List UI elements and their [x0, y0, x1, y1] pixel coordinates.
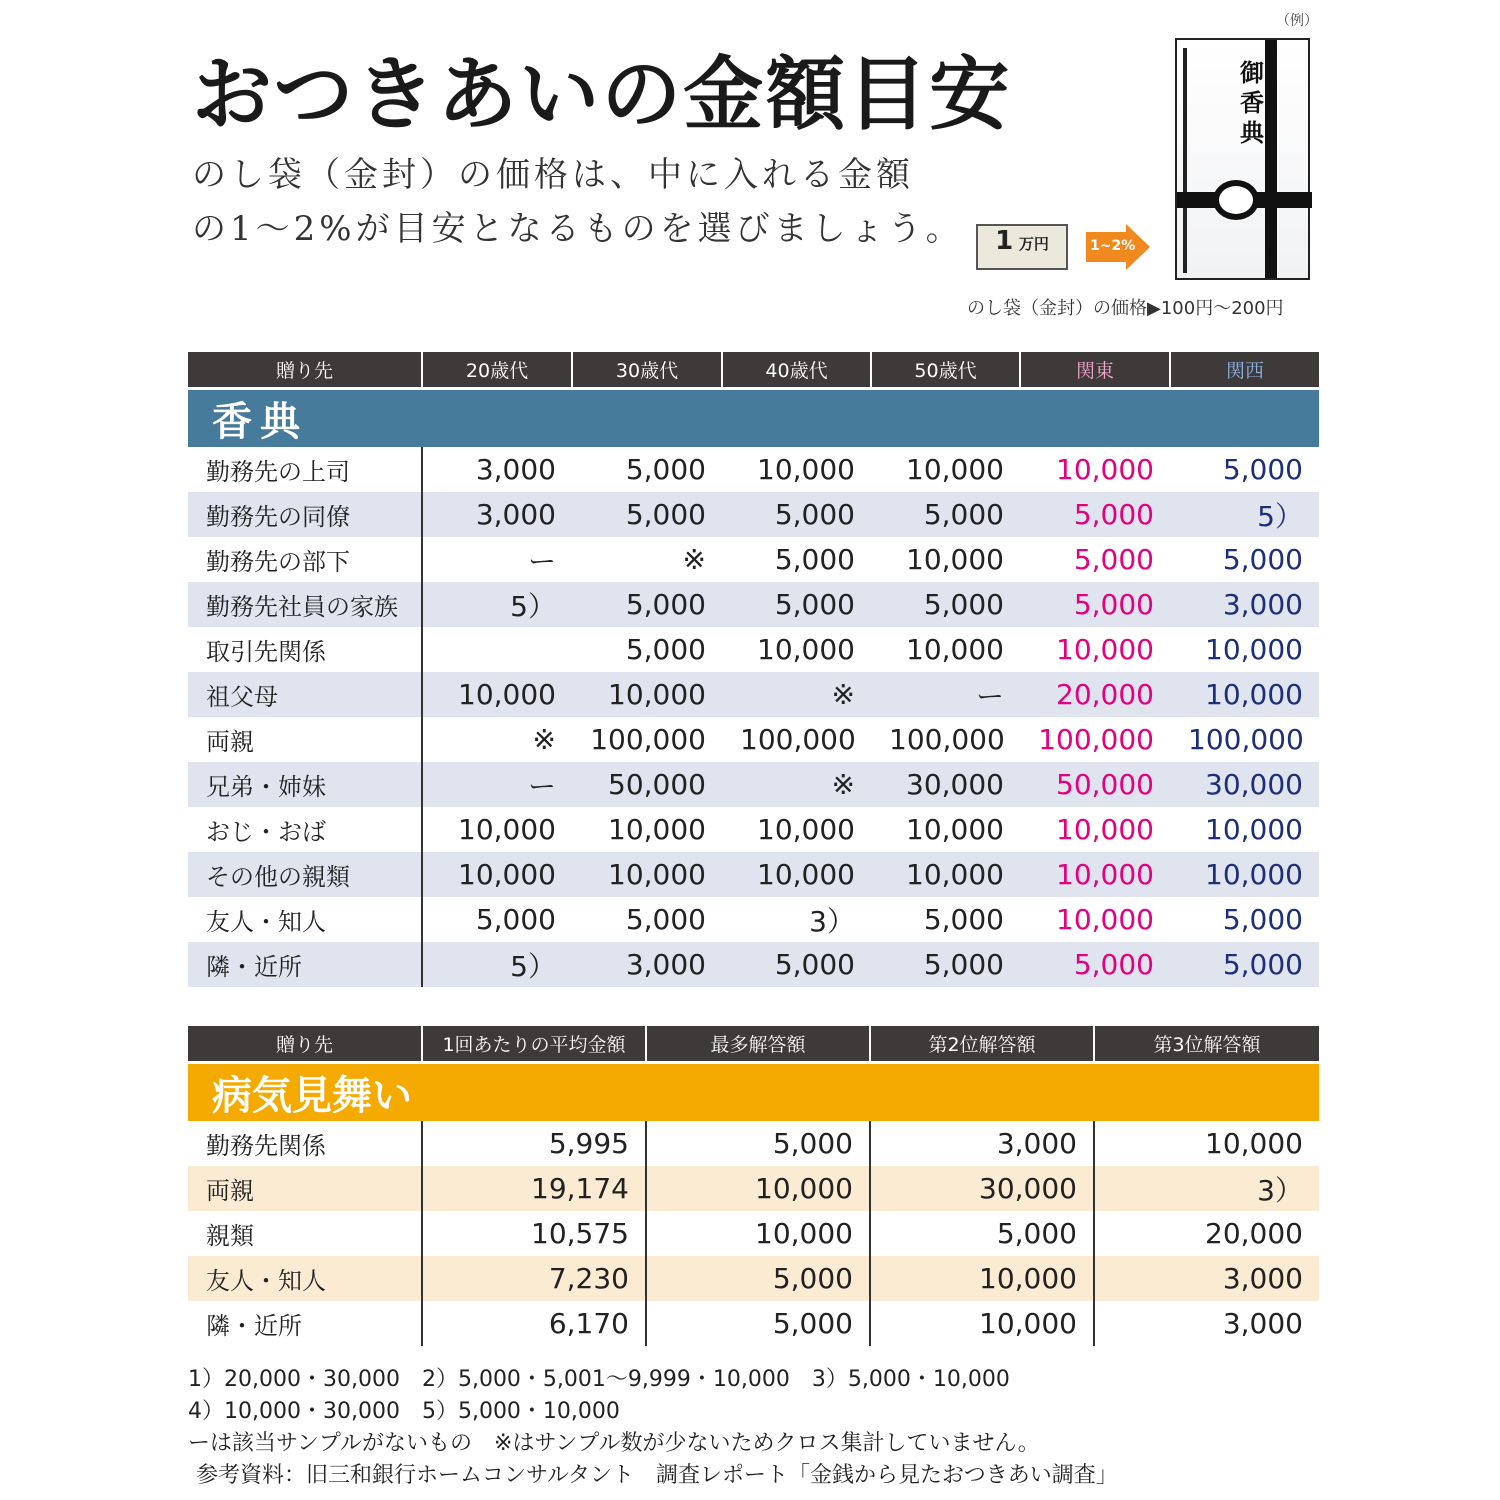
header-third: 第3位解答額 [1094, 1026, 1319, 1063]
table-row [188, 942, 1319, 987]
table-cell [422, 627, 572, 672]
table-cell: 10,000 [1020, 852, 1170, 897]
table-cell: 19,174 [422, 1166, 646, 1211]
row-label: おじ・おば [188, 807, 422, 852]
header-30s: 30歳代 [572, 352, 722, 389]
table-cell: 5,000 [871, 942, 1020, 987]
mimai-section-title: 病気見舞い [188, 1063, 1319, 1122]
table-cell: 50,000 [572, 762, 722, 807]
table-cell: 5,000 [572, 492, 722, 537]
page-title: おつきあいの金額目安 [192, 47, 1012, 141]
table-cell: 5） [422, 942, 572, 987]
envelope-knot [1213, 180, 1259, 220]
table-cell: 10,000 [1170, 852, 1319, 897]
table-cell: 3,000 [870, 1121, 1094, 1166]
table-cell: 5,000 [923, 903, 1004, 936]
table-row [188, 582, 1319, 627]
example-label: （例） [1276, 13, 1318, 29]
table-cell: 3,000 [1170, 582, 1319, 627]
table-cell: 5,000 [646, 1301, 870, 1346]
footnotes [188, 1364, 1118, 1492]
footnote-1: 1）20,000・30,000 2）5,000・5,001〜9,999・10,000 3）5,000・10,000 [188, 1367, 1010, 1392]
footnote-3: ーは該当サンプルがないもの ※はサンプル数が少ないためクロス集計していません。 [188, 1431, 1040, 1456]
table-cell: 3） [1094, 1166, 1319, 1211]
money-amount-number: 1 [995, 226, 1014, 256]
table-row [188, 672, 1319, 717]
header-recipient: 贈り先 [188, 352, 422, 389]
table-row [188, 447, 1319, 492]
envelope-price-note: のし袋（金封）の価格▶100円〜200円 [967, 298, 1284, 319]
table-row [188, 1256, 1319, 1301]
header-average: 1回あたりの平均金額 [422, 1026, 646, 1063]
table-cell: 5,000 [1222, 543, 1303, 576]
row-label: 友人・知人 [188, 1256, 422, 1301]
table-cell: 5,000 [646, 1121, 870, 1166]
table-cell: 10,000 [458, 813, 556, 846]
mimai-section-row [188, 1063, 1319, 1122]
mimai-header-row [188, 1026, 1319, 1063]
table-cell: 3） [809, 904, 855, 938]
table-cell: 100,000 [1188, 723, 1304, 756]
table-row [188, 1211, 1319, 1256]
table-cell: 30,000 [870, 1166, 1094, 1211]
table-cell: 5,000 [1020, 492, 1170, 537]
table-cell: 5,000 [625, 633, 706, 666]
table-cell: 10,000 [757, 813, 855, 846]
table-cell: 10,000 [1205, 633, 1303, 666]
koden-section-row [188, 389, 1319, 448]
noshi-envelope-illustration [1175, 38, 1310, 280]
table-row [188, 807, 1319, 852]
row-label: 友人・知人 [188, 897, 422, 942]
table-row [188, 852, 1319, 897]
row-label: 勤務先の同僚 [188, 492, 422, 537]
header-recipient: 贈り先 [188, 1026, 422, 1063]
table-cell: 10,000 [871, 852, 1020, 897]
table-cell: 5,000 [1222, 453, 1303, 486]
row-label: 勤務先の部下 [188, 537, 422, 582]
table-cell: 10,000 [646, 1166, 870, 1211]
row-label: 取引先関係 [188, 627, 422, 672]
row-label: 両親 [188, 717, 422, 762]
header-50s: 50歳代 [871, 352, 1020, 389]
table-cell: 5,000 [475, 903, 556, 936]
table-cell: 3,000 [1094, 1256, 1319, 1301]
row-label: 両親 [188, 1166, 422, 1211]
table-cell: 10,000 [1205, 1127, 1303, 1160]
table-cell: 5） [422, 582, 572, 627]
table-cell: 100,000 [740, 723, 856, 756]
table-cell: 10,000 [1056, 813, 1154, 846]
table-cell: 5,000 [1073, 543, 1154, 576]
envelope-edge [1183, 48, 1187, 273]
table-row [188, 492, 1319, 537]
table-cell: ※ [682, 543, 706, 576]
table-cell: 10,000 [572, 852, 722, 897]
table-cell: 10,000 [870, 1301, 1094, 1346]
table-cell: 5,000 [625, 903, 706, 936]
header-second: 第2位解答額 [870, 1026, 1094, 1063]
table-cell: 10,000 [722, 852, 871, 897]
money-amount-unit: 万円 [1018, 235, 1049, 253]
row-label: 勤務先関係 [188, 1121, 422, 1166]
koden-section-title: 香典 [188, 389, 1319, 448]
table-cell: 10,000 [572, 672, 722, 717]
table-cell: 5,000 [722, 942, 871, 987]
table-cell: 5） [1170, 492, 1319, 537]
row-label: 親類 [188, 1211, 422, 1256]
koden-header-row [188, 352, 1319, 389]
table-cell: 7,230 [422, 1256, 646, 1301]
arrow-percent-text: 1~2% [1090, 238, 1136, 254]
table-cell: 10,000 [870, 1256, 1094, 1301]
table-cell: 10,000 [1056, 453, 1154, 486]
row-label: 勤務先社員の家族 [188, 582, 422, 627]
table-cell: 5,000 [722, 582, 871, 627]
table-row [188, 1301, 1319, 1346]
table-cell: 20,000 [1020, 672, 1170, 717]
table-cell: 10,000 [906, 813, 1004, 846]
mimai-table [188, 1026, 1319, 1346]
table-cell: 5,000 [646, 1256, 870, 1301]
table-row [188, 897, 1319, 942]
table-cell: 3,000 [572, 942, 722, 987]
table-cell: 10,000 [1205, 813, 1303, 846]
money-amount-box [976, 224, 1068, 270]
table-cell: 6,170 [422, 1301, 646, 1346]
table-cell: 100,000 [889, 723, 1005, 756]
table-cell: 5,000 [1020, 942, 1170, 987]
table-cell: 10,000 [608, 813, 706, 846]
table-cell: 5,000 [722, 492, 871, 537]
footnote-4: 参考資料：旧三和銀行ホームコンサルタント 調査レポート「金銭から見たおつきあい調査」 [196, 1463, 1118, 1488]
table-cell: 10,000 [422, 852, 572, 897]
table-cell: 5,000 [774, 543, 855, 576]
table-cell: 5,995 [422, 1121, 646, 1166]
subtitle [192, 148, 964, 256]
table-cell: 5,000 [871, 492, 1020, 537]
table-cell: 100,000 [590, 723, 706, 756]
header-kansai: 関西 [1170, 352, 1319, 389]
row-label: その他の親類 [188, 852, 422, 897]
table-cell: 10,000 [757, 453, 855, 486]
table-cell: 10,000 [1170, 672, 1319, 717]
table-cell: 3,000 [475, 453, 556, 486]
row-label: 隣・近所 [188, 1301, 422, 1346]
table-cell: 5,000 [1170, 942, 1319, 987]
footnote-2: 4）10,000・30,000 5）5,000・10,000 [188, 1399, 620, 1424]
table-row [188, 1166, 1319, 1211]
row-label: 祖父母 [188, 672, 422, 717]
header-most-common: 最多解答額 [646, 1026, 870, 1063]
envelope-text: 御香典 [1240, 58, 1264, 147]
table-cell: 30,000 [1170, 762, 1319, 807]
table-row [188, 537, 1319, 582]
table-row [188, 717, 1319, 762]
table-cell: 10,000 [422, 672, 572, 717]
table-cell: 50,000 [1020, 762, 1170, 807]
table-cell: ー [422, 762, 572, 807]
table-cell: 10,000 [646, 1211, 870, 1256]
subtitle-line-1: のし袋（金封）の価格は、中に入れる金額 [192, 155, 914, 195]
header-40s: 40歳代 [722, 352, 871, 389]
table-cell: 10,000 [906, 633, 1004, 666]
table-cell: 10,000 [757, 633, 855, 666]
table-cell: 5,000 [1222, 903, 1303, 936]
row-label: 勤務先の上司 [188, 447, 422, 492]
row-label: 隣・近所 [188, 942, 422, 987]
table-cell: 30,000 [871, 762, 1020, 807]
table-cell: 10,000 [906, 543, 1004, 576]
table-row [188, 762, 1319, 807]
header-20s: 20歳代 [422, 352, 572, 389]
table-cell: 10,575 [422, 1211, 646, 1256]
table-cell: 5,000 [871, 582, 1020, 627]
table-cell: ※ [532, 723, 556, 756]
table-cell: 10,000 [906, 453, 1004, 486]
header-kanto: 関東 [1020, 352, 1170, 389]
table-cell: 5,000 [1020, 582, 1170, 627]
table-cell: 5,000 [572, 582, 722, 627]
table-cell: 5,000 [870, 1211, 1094, 1256]
subtitle-line-2: の1〜2%が目安となるものを選びましょう。 [192, 209, 964, 249]
table-cell: ー [871, 672, 1020, 717]
table-cell: 10,000 [1056, 633, 1154, 666]
table-row [188, 627, 1319, 672]
table-cell: ー [527, 544, 556, 578]
right-arrow-icon [1086, 224, 1150, 270]
table-cell: ※ [722, 672, 871, 717]
table-cell: 10,000 [1056, 903, 1154, 936]
table-cell: 5,000 [625, 453, 706, 486]
table-cell: 3,000 [1222, 1307, 1303, 1340]
table-cell: ※ [722, 762, 871, 807]
row-label: 兄弟・姉妹 [188, 762, 422, 807]
table-row [188, 1121, 1319, 1166]
table-cell: 3,000 [422, 492, 572, 537]
table-cell: 100,000 [1038, 723, 1154, 756]
koden-table [188, 352, 1319, 987]
table-cell: 20,000 [1205, 1217, 1303, 1250]
